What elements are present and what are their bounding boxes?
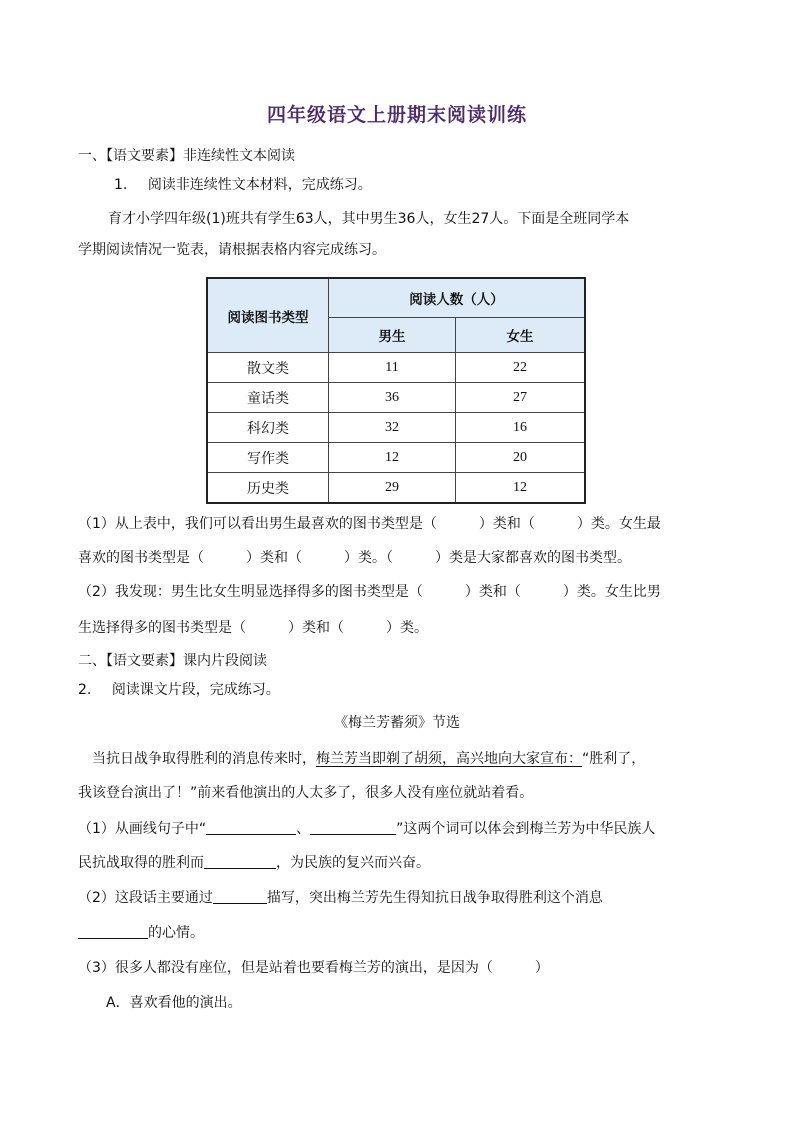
p3-line-1: （3）很多人都没有座位，但是站着也要看梅兰芳的演出，是因为（ ）	[78, 960, 549, 976]
question-1	[114, 175, 372, 195]
cell-girls: 12	[456, 473, 585, 504]
header-reader-count: 阅读人数（人）	[329, 278, 586, 318]
p1-line-2	[78, 853, 430, 873]
cell-boys: 36	[329, 383, 456, 413]
passage-text: “胜利了，	[582, 751, 646, 767]
cell-type: 历史类	[207, 473, 329, 504]
p1-text: ”这两个词可以体会到梅兰芳为中华民族人	[396, 821, 656, 837]
table-row	[207, 443, 585, 473]
page-title: 四年级语文上册期末阅读训练	[266, 104, 527, 126]
p1-line-1	[78, 819, 655, 839]
cell-type: 散文类	[207, 353, 329, 383]
q2-line-1: （2）我发现：男生比女生明显选择得多的图书类型是（ ）类和（ ）类。女生比男	[78, 584, 661, 600]
p1-text: （1）从画线句子中“	[78, 821, 207, 837]
cell-boys: 11	[329, 353, 456, 383]
p2-line-1	[78, 888, 603, 908]
q1-line-2: 喜欢的图书类型是（ ）类和（ ）类。（ ）类是大家都喜欢的图书类型。	[78, 550, 631, 566]
answer-blank[interactable]	[78, 924, 148, 939]
table-row	[207, 413, 585, 443]
p2-line-2	[78, 923, 204, 943]
cell-girls: 27	[456, 383, 585, 413]
answer-blank[interactable]	[310, 820, 396, 835]
question-number: 2.	[78, 682, 92, 698]
p2-text: 的心情。	[148, 925, 204, 941]
cell-girls: 16	[456, 413, 585, 443]
section-2-heading: 二、【语文要素】课内片段阅读	[78, 653, 267, 669]
cell-girls: 20	[456, 443, 585, 473]
p2-text: 描写，突出梅兰芳先生得知抗日战争取得胜利这个消息	[266, 890, 603, 906]
cell-type: 写作类	[207, 443, 329, 473]
question-2	[78, 680, 280, 700]
intro-line-1: 育才小学四年级(1)班共有学生63人，其中男生36人，女生27人。下面是全班同学本	[108, 211, 630, 227]
cell-girls: 22	[456, 353, 585, 383]
q1-line-1: （1）从上表中，我们可以看出男生最喜欢的图书类型是（ ）类和（ ）类。女生最	[78, 516, 661, 532]
intro-line-2: 学期阅读情况一览表，请根据表格内容完成练习。	[78, 242, 386, 258]
cell-boys: 32	[329, 413, 456, 443]
question-number: 1.	[114, 177, 128, 193]
cell-boys: 29	[329, 473, 456, 504]
answer-blank[interactable]	[213, 889, 267, 904]
table-row	[207, 473, 585, 504]
reading-stats-table	[206, 277, 586, 504]
passage-title: 《梅兰芳蓄须》节选	[334, 715, 460, 731]
p1-text: ，为民族的复兴而兴奋。	[276, 855, 430, 871]
p2-text: （2）这段话主要通过	[78, 890, 213, 906]
header-boys: 男生	[329, 318, 456, 353]
answer-blank[interactable]	[204, 854, 276, 869]
p1-separator: 、	[296, 821, 311, 837]
passage-line-2: 我该登台演出了！”前来看他演出的人太多了，很多人没有座位就站着看。	[78, 785, 534, 801]
underlined-sentence: 梅兰芳当即剃了胡须，高兴地向大家宣布：	[316, 751, 582, 767]
cell-type: 童话类	[207, 383, 329, 413]
header-book-type: 阅读图书类型	[207, 278, 329, 353]
section-1-heading: 一、【语文要素】非连续性文本阅读	[78, 148, 295, 164]
cell-boys: 12	[329, 443, 456, 473]
question-text: 阅读非连续性文本材料，完成练习。	[147, 177, 372, 193]
p1-text: 民抗战取得的胜利而	[78, 855, 204, 871]
option-a[interactable]: A．喜欢看他的演出。	[106, 995, 242, 1011]
answer-blank[interactable]	[206, 820, 296, 835]
q2-line-2: 生选择得多的图书类型是（ ）类和（ ）类。	[78, 620, 428, 636]
passage-text: 当抗日战争取得胜利的消息传来时，	[92, 751, 316, 767]
table-row	[207, 383, 585, 413]
question-text: 阅读课文片段，完成练习。	[111, 682, 280, 698]
cell-type: 科幻类	[207, 413, 329, 443]
table-row	[207, 353, 585, 383]
passage-line-1	[92, 749, 645, 769]
header-girls: 女生	[456, 318, 585, 353]
